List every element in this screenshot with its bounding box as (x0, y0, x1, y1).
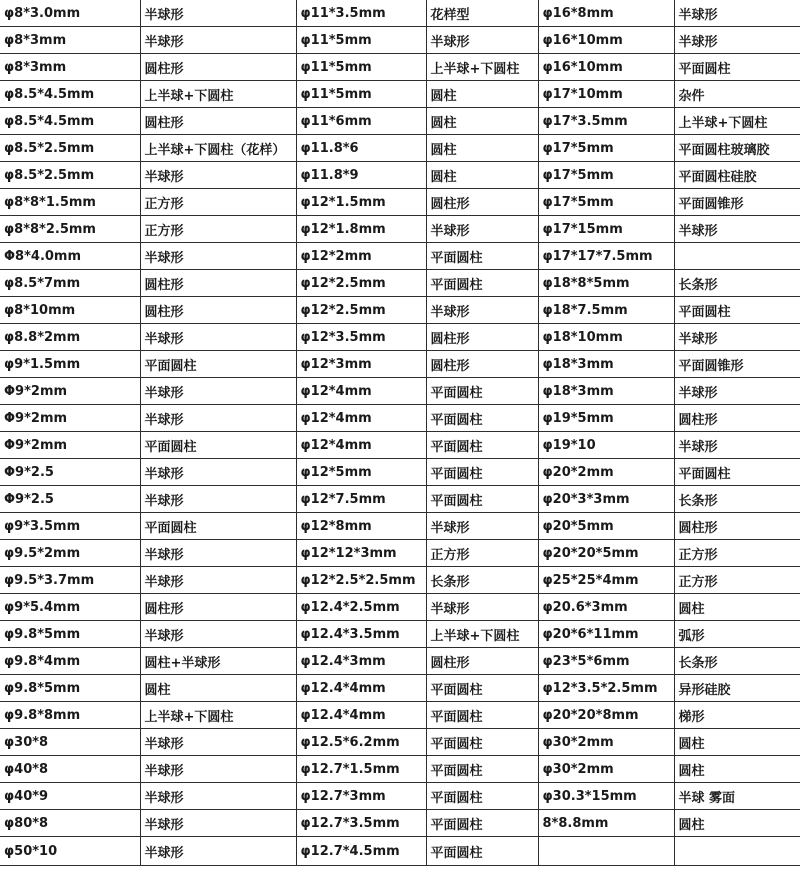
size-cell: φ19*5mm (538, 405, 674, 432)
size-cell: φ12*3mm (296, 351, 426, 378)
size-cell: φ30*8 (0, 729, 140, 756)
size-cell: φ9.5*2mm (0, 540, 140, 567)
shape-cell: 半球形 (674, 432, 800, 459)
size-cell: φ12*2.5mm (296, 270, 426, 297)
shape-cell: 平面圆柱 (140, 513, 296, 540)
size-cell: φ12*4mm (296, 378, 426, 405)
shape-cell: 上半球+下圆柱（花样） (140, 135, 296, 162)
shape-cell: 上半球+下圆柱 (140, 81, 296, 108)
shape-cell: 平面圆柱玻璃胶 (674, 135, 800, 162)
size-cell: φ8.5*2.5mm (0, 162, 140, 189)
shape-cell: 杂件 (674, 81, 800, 108)
shape-cell: 平面圆柱 (426, 405, 538, 432)
size-cell: Φ9*2.5 (0, 459, 140, 486)
size-cell: φ17*17*7.5mm (538, 243, 674, 270)
shape-cell: 梯形 (674, 702, 800, 729)
size-cell: φ8*8*1.5mm (0, 189, 140, 216)
table-row (0, 324, 800, 351)
size-cell: φ11*5mm (296, 54, 426, 81)
shape-cell: 半球形 (140, 621, 296, 648)
shape-cell: 半球形 (140, 0, 296, 27)
shape-cell: 长条形 (674, 486, 800, 513)
size-cell: φ23*5*6mm (538, 648, 674, 675)
size-cell: φ12.4*2.5mm (296, 594, 426, 621)
shape-cell: 圆柱 (674, 756, 800, 783)
size-cell: φ11.8*9 (296, 162, 426, 189)
shape-cell: 上半球+下圆柱 (426, 54, 538, 81)
size-cell: φ8.8*2mm (0, 324, 140, 351)
size-cell: φ9.8*4mm (0, 648, 140, 675)
shape-cell: 正方形 (426, 540, 538, 567)
shape-cell: 圆柱形 (426, 648, 538, 675)
size-cell: φ80*8 (0, 810, 140, 837)
shape-cell: 半球形 (140, 729, 296, 756)
shape-cell: 半球形 (426, 216, 538, 243)
table-row (0, 540, 800, 567)
shape-cell: 正方形 (674, 540, 800, 567)
shape-cell: 半球形 (674, 27, 800, 54)
size-cell: φ12*1.5mm (296, 189, 426, 216)
size-cell: φ50*10 (0, 837, 140, 866)
shape-cell: 半球形 (140, 162, 296, 189)
size-cell: φ12*3.5*2.5mm (538, 675, 674, 702)
table-row (0, 108, 800, 135)
size-cell: φ9*1.5mm (0, 351, 140, 378)
shape-cell: 半球形 (674, 216, 800, 243)
size-cell: φ8*8*2.5mm (0, 216, 140, 243)
size-cell: φ25*25*4mm (538, 567, 674, 594)
size-cell: φ12.4*4mm (296, 675, 426, 702)
size-cell: φ12.7*3mm (296, 783, 426, 810)
size-cell: φ11.8*6 (296, 135, 426, 162)
size-cell: Φ9*2mm (0, 378, 140, 405)
table-row (0, 702, 800, 729)
table-row (0, 621, 800, 648)
size-cell: φ16*10mm (538, 27, 674, 54)
shape-cell: 圆柱形 (674, 405, 800, 432)
table-row (0, 729, 800, 756)
size-cell: φ11*6mm (296, 108, 426, 135)
size-cell: φ18*7.5mm (538, 297, 674, 324)
table-row (0, 486, 800, 513)
table-row (0, 270, 800, 297)
shape-cell: 平面圆柱硅胶 (674, 162, 800, 189)
size-cell: φ9*5.4mm (0, 594, 140, 621)
size-cell: φ8.5*4.5mm (0, 81, 140, 108)
shape-cell: 长条形 (674, 270, 800, 297)
size-cell: φ12*2.5*2.5mm (296, 567, 426, 594)
shape-cell: 圆柱 (426, 162, 538, 189)
table-row (0, 432, 800, 459)
size-cell: 8*8.8mm (538, 810, 674, 837)
table-row (0, 567, 800, 594)
size-cell: φ40*8 (0, 756, 140, 783)
size-cell: φ12*4mm (296, 432, 426, 459)
size-cell: φ17*3.5mm (538, 108, 674, 135)
table-row (0, 756, 800, 783)
size-cell: φ18*3mm (538, 351, 674, 378)
size-cell: φ12.4*4mm (296, 702, 426, 729)
size-cell: φ18*10mm (538, 324, 674, 351)
size-cell: φ30*2mm (538, 729, 674, 756)
size-cell: φ20*5mm (538, 513, 674, 540)
size-cell: φ9*3.5mm (0, 513, 140, 540)
size-cell: φ8*10mm (0, 297, 140, 324)
size-cell: φ12.4*3mm (296, 648, 426, 675)
shape-cell (674, 243, 800, 270)
size-cell: φ9.8*8mm (0, 702, 140, 729)
table-row (0, 351, 800, 378)
shape-cell: 花样型 (426, 0, 538, 27)
shape-cell: 圆柱形 (426, 189, 538, 216)
shape-cell: 平面圆柱 (140, 351, 296, 378)
shape-cell: 半球形 (140, 378, 296, 405)
shape-cell: 长条形 (674, 648, 800, 675)
shape-cell: 圆柱 (426, 81, 538, 108)
shape-cell: 平面圆柱 (426, 432, 538, 459)
shape-cell: 半球形 (140, 756, 296, 783)
size-cell: φ8*3mm (0, 27, 140, 54)
table-row (0, 513, 800, 540)
shape-cell: 半球形 (140, 459, 296, 486)
shape-cell: 平面圆柱 (674, 459, 800, 486)
shape-cell: 平面圆柱 (426, 378, 538, 405)
shape-cell: 圆柱形 (140, 54, 296, 81)
table-row (0, 594, 800, 621)
table-row (0, 54, 800, 81)
size-cell: Φ9*2mm (0, 432, 140, 459)
table-row (0, 135, 800, 162)
shape-cell: 平面圆锥形 (674, 351, 800, 378)
table-row (0, 0, 800, 27)
size-cell: φ12.7*3.5mm (296, 810, 426, 837)
shape-cell: 异形硅胶 (674, 675, 800, 702)
table-row (0, 81, 800, 108)
shape-cell: 半球形 (140, 783, 296, 810)
shape-cell: 半球形 (426, 297, 538, 324)
size-cell: φ12*5mm (296, 459, 426, 486)
shape-cell: 圆柱 (674, 594, 800, 621)
shape-cell: 半球形 (426, 594, 538, 621)
size-cell: φ8.5*4.5mm (0, 108, 140, 135)
size-cell: φ12*2mm (296, 243, 426, 270)
shape-cell: 平面圆柱 (674, 297, 800, 324)
size-cell: φ17*15mm (538, 216, 674, 243)
table-row (0, 216, 800, 243)
shape-cell: 半球形 (140, 810, 296, 837)
shape-cell: 半球形 (674, 378, 800, 405)
shape-cell: 平面圆柱 (426, 459, 538, 486)
shape-cell: 平面圆柱 (426, 486, 538, 513)
size-cell: φ12.5*6.2mm (296, 729, 426, 756)
size-cell: φ40*9 (0, 783, 140, 810)
size-cell: φ8.5*2.5mm (0, 135, 140, 162)
shape-cell: 平面圆柱 (426, 756, 538, 783)
shape-cell: 半球形 (140, 405, 296, 432)
shape-cell: 平面圆柱 (426, 675, 538, 702)
shape-cell: 平面圆柱 (426, 837, 538, 866)
size-cell: φ17*5mm (538, 162, 674, 189)
shape-cell (674, 837, 800, 866)
size-cell: φ18*8*5mm (538, 270, 674, 297)
size-cell: φ9.8*5mm (0, 675, 140, 702)
size-cell: φ12*3.5mm (296, 324, 426, 351)
shape-cell: 圆柱形 (674, 513, 800, 540)
shape-cell: 正方形 (674, 567, 800, 594)
size-cell: φ12*4mm (296, 405, 426, 432)
size-cell: φ11*3.5mm (296, 0, 426, 27)
size-cell: φ20*2mm (538, 459, 674, 486)
shape-cell: 圆柱 (426, 135, 538, 162)
table-row (0, 783, 800, 810)
shape-cell: 圆柱 (426, 108, 538, 135)
shape-cell: 正方形 (140, 189, 296, 216)
size-cell: φ12*12*3mm (296, 540, 426, 567)
table-row (0, 297, 800, 324)
size-cell: φ12*1.8mm (296, 216, 426, 243)
shape-cell: 圆柱形 (140, 594, 296, 621)
shape-cell: 平面圆锥形 (674, 189, 800, 216)
shape-cell: 半球形 (140, 567, 296, 594)
shape-cell: 半球形 (140, 27, 296, 54)
size-cell: φ12*8mm (296, 513, 426, 540)
size-cell: φ17*10mm (538, 81, 674, 108)
shape-cell: 圆柱 (140, 675, 296, 702)
shape-cell: 上半球+下圆柱 (140, 702, 296, 729)
shape-cell: 圆柱 (674, 810, 800, 837)
shape-cell: 平面圆柱 (426, 783, 538, 810)
table-row (0, 675, 800, 702)
shape-cell: 平面圆柱 (674, 54, 800, 81)
table-row (0, 189, 800, 216)
table-row (0, 459, 800, 486)
size-cell: Φ9*2mm (0, 405, 140, 432)
size-cell: Φ9*2.5 (0, 486, 140, 513)
shape-cell: 半球形 (140, 540, 296, 567)
shape-cell: 上半球+下圆柱 (426, 621, 538, 648)
size-cell: φ8*3mm (0, 54, 140, 81)
shape-cell: 半球形 (140, 324, 296, 351)
shape-cell: 圆柱形 (140, 108, 296, 135)
shape-cell: 正方形 (140, 216, 296, 243)
table-row (0, 378, 800, 405)
shape-cell: 平面圆柱 (426, 702, 538, 729)
size-cell: φ12.4*3.5mm (296, 621, 426, 648)
shape-cell: 圆柱形 (426, 351, 538, 378)
size-cell: φ16*10mm (538, 54, 674, 81)
shape-cell: 平面圆柱 (426, 810, 538, 837)
size-cell: φ9.8*5mm (0, 621, 140, 648)
shape-cell: 半球形 (426, 513, 538, 540)
shape-cell: 圆柱形 (140, 270, 296, 297)
table-row (0, 837, 800, 866)
table-row (0, 243, 800, 270)
shape-cell: 圆柱形 (426, 324, 538, 351)
size-cell: φ12.7*1.5mm (296, 756, 426, 783)
shape-cell: 平面圆柱 (426, 729, 538, 756)
size-cell: φ11*5mm (296, 81, 426, 108)
size-cell: φ30.3*15mm (538, 783, 674, 810)
size-cell: φ20*20*8mm (538, 702, 674, 729)
shape-cell: 半球形 (140, 837, 296, 866)
table-row (0, 162, 800, 189)
size-cell: φ20*20*5mm (538, 540, 674, 567)
size-cell: φ12*2.5mm (296, 297, 426, 324)
shape-cell: 圆柱形 (140, 297, 296, 324)
shape-cell: 弧形 (674, 621, 800, 648)
table-row (0, 810, 800, 837)
shape-cell: 半球形 (674, 324, 800, 351)
shape-cell: 半球形 (140, 243, 296, 270)
shape-cell: 平面圆柱 (426, 270, 538, 297)
size-cell: φ30*2mm (538, 756, 674, 783)
shape-cell: 平面圆柱 (140, 432, 296, 459)
shape-cell: 圆柱+半球形 (140, 648, 296, 675)
table-row (0, 405, 800, 432)
shape-cell: 半球形 (140, 486, 296, 513)
shape-cell: 长条形 (426, 567, 538, 594)
size-cell: φ12*7.5mm (296, 486, 426, 513)
size-cell: φ9.5*3.7mm (0, 567, 140, 594)
shape-cell: 上半球+下圆柱 (674, 108, 800, 135)
shape-cell: 半球形 (426, 27, 538, 54)
size-cell: φ20*3*3mm (538, 486, 674, 513)
size-cell: φ20.6*3mm (538, 594, 674, 621)
table-row (0, 27, 800, 54)
size-cell (538, 837, 674, 866)
table-row (0, 648, 800, 675)
shape-cell: 平面圆柱 (426, 243, 538, 270)
size-cell: Φ8*4.0mm (0, 243, 140, 270)
size-cell: φ8.5*7mm (0, 270, 140, 297)
size-cell: φ19*10 (538, 432, 674, 459)
size-cell: φ20*6*11mm (538, 621, 674, 648)
size-cell: φ16*8mm (538, 0, 674, 27)
size-cell: φ8*3.0mm (0, 0, 140, 27)
size-cell: φ12.7*4.5mm (296, 837, 426, 866)
size-cell: φ17*5mm (538, 189, 674, 216)
size-cell: φ18*3mm (538, 378, 674, 405)
size-cell: φ11*5mm (296, 27, 426, 54)
shape-cell: 圆柱 (674, 729, 800, 756)
shape-cell: 半球 雾面 (674, 783, 800, 810)
size-cell: φ17*5mm (538, 135, 674, 162)
shape-cell: 半球形 (674, 0, 800, 27)
